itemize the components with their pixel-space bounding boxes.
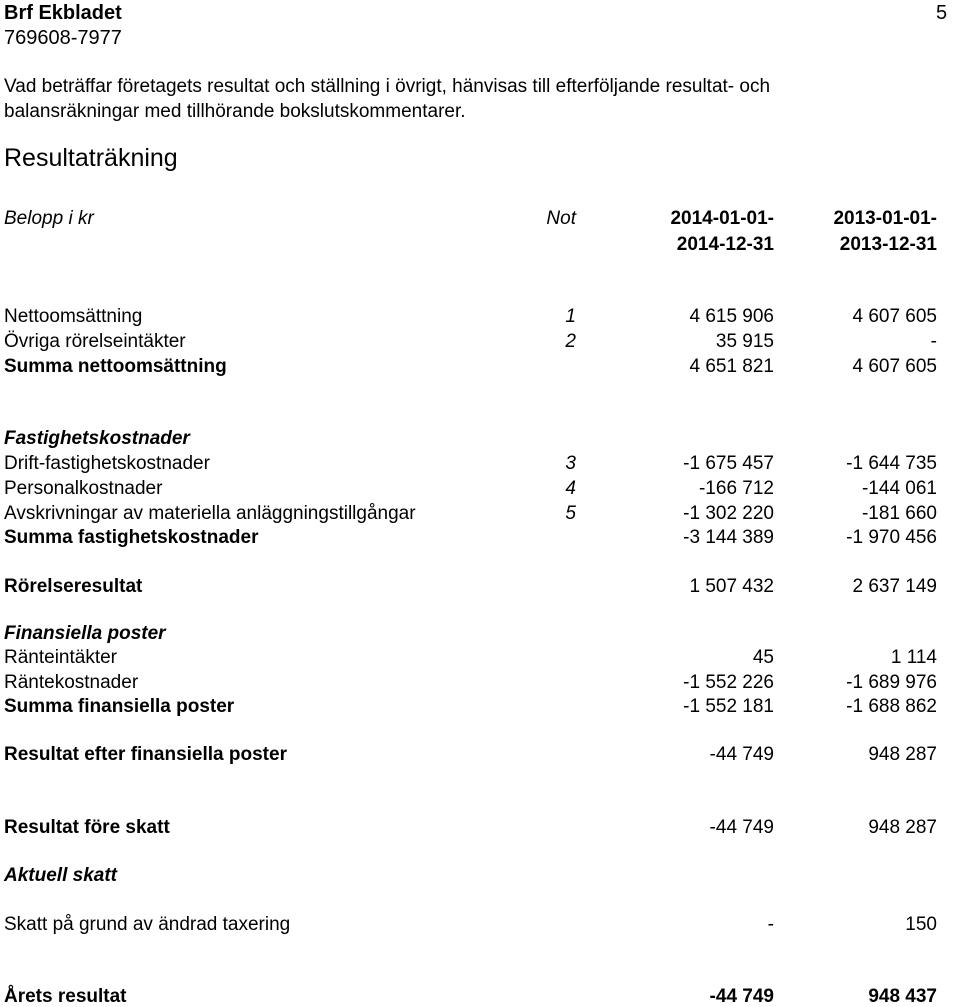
row-current: 4 615 906 [689, 306, 774, 327]
row-label: Summa finansiella poster [4, 696, 235, 717]
page-title: Resultaträkning [4, 144, 178, 172]
row-current: -1 552 181 [683, 696, 774, 717]
row-prior: -144 061 [861, 478, 937, 499]
row-current: 1 507 432 [689, 576, 774, 597]
row-current: -44 749 [709, 986, 774, 1007]
row-prior: 4 607 605 [852, 306, 937, 327]
row-note: 1 [565, 306, 576, 327]
row-label: Nettoomsättning [4, 306, 143, 327]
row-prior: -1 688 862 [846, 696, 937, 717]
row-prior: -181 660 [861, 503, 937, 524]
row-prior: 1 114 [890, 647, 937, 668]
org-name: Brf Ekbladet [4, 2, 122, 24]
row-current: -44 749 [709, 817, 774, 838]
row-prior: -1 970 456 [846, 527, 937, 548]
row-label: Summa nettoomsättning [4, 356, 227, 377]
row-label: Drift-fastighetskostnader [4, 453, 210, 474]
row-label: Resultat efter finansiella poster [4, 744, 287, 765]
column-header-label: Belopp i kr [4, 208, 94, 229]
column-header-current-line1: 2014-01-01- [670, 208, 774, 229]
row-prior: 948 437 [868, 986, 937, 1007]
row-label: Summa fastighetskostnader [4, 527, 259, 548]
row-current: 45 [752, 647, 774, 668]
row-label: Räntekostnader [4, 672, 139, 693]
column-header-current-line2: 2014-12-31 [676, 234, 774, 255]
row-current: -44 749 [709, 744, 774, 765]
row-prior: 948 287 [868, 744, 937, 765]
row-label: Övriga rörelseintäkter [4, 331, 186, 352]
intro-line-2: balansräkningar med tillhörande bokslutskommentarer. [4, 101, 466, 122]
row-prior: 948 287 [868, 817, 937, 838]
column-header-note: Not [546, 208, 576, 229]
row-note: 5 [565, 503, 576, 524]
row-current: 35 915 [715, 331, 774, 352]
row-label: Skatt på grund av ändrad taxering [4, 914, 291, 935]
row-prior: -1 644 735 [846, 453, 937, 474]
row-label: Avskrivningar av materiella anläggningstillgångar [4, 503, 416, 524]
row-current: -1 675 457 [683, 453, 774, 474]
row-prior: - [930, 331, 937, 352]
column-header-prior-line1: 2013-01-01- [833, 208, 937, 229]
row-label: Resultat före skatt [4, 817, 170, 838]
row-current: - [767, 914, 774, 935]
row-note: 4 [565, 478, 576, 499]
row-label: Rörelseresultat [4, 576, 143, 597]
section-heading: Fastighetskostnader [4, 428, 190, 449]
row-current: -1 552 226 [683, 672, 774, 693]
row-current: 4 651 821 [689, 356, 774, 377]
org-number: 769608-7977 [4, 27, 122, 49]
row-current: -1 302 220 [683, 503, 774, 524]
row-prior: 4 607 605 [852, 356, 937, 377]
row-label: Personalkostnader [4, 478, 163, 499]
row-label: Ränteintäkter [4, 647, 118, 668]
row-current: -166 712 [698, 478, 774, 499]
section-heading: Finansiella poster [4, 623, 166, 644]
column-header-prior-line2: 2013-12-31 [839, 234, 937, 255]
row-prior: 2 637 149 [852, 576, 937, 597]
page-number: 5 [936, 2, 948, 24]
row-current: -3 144 389 [683, 527, 774, 548]
row-prior: 150 [905, 914, 937, 935]
section-heading: Aktuell skatt [4, 865, 117, 886]
row-prior: -1 689 976 [846, 672, 937, 693]
row-label: Årets resultat [4, 986, 127, 1007]
row-note: 3 [565, 453, 576, 474]
intro-line-1: Vad beträffar företagets resultat och ställning i övrigt, hänvisas till efterföljande resultat- och [4, 76, 771, 97]
row-note: 2 [565, 331, 576, 352]
